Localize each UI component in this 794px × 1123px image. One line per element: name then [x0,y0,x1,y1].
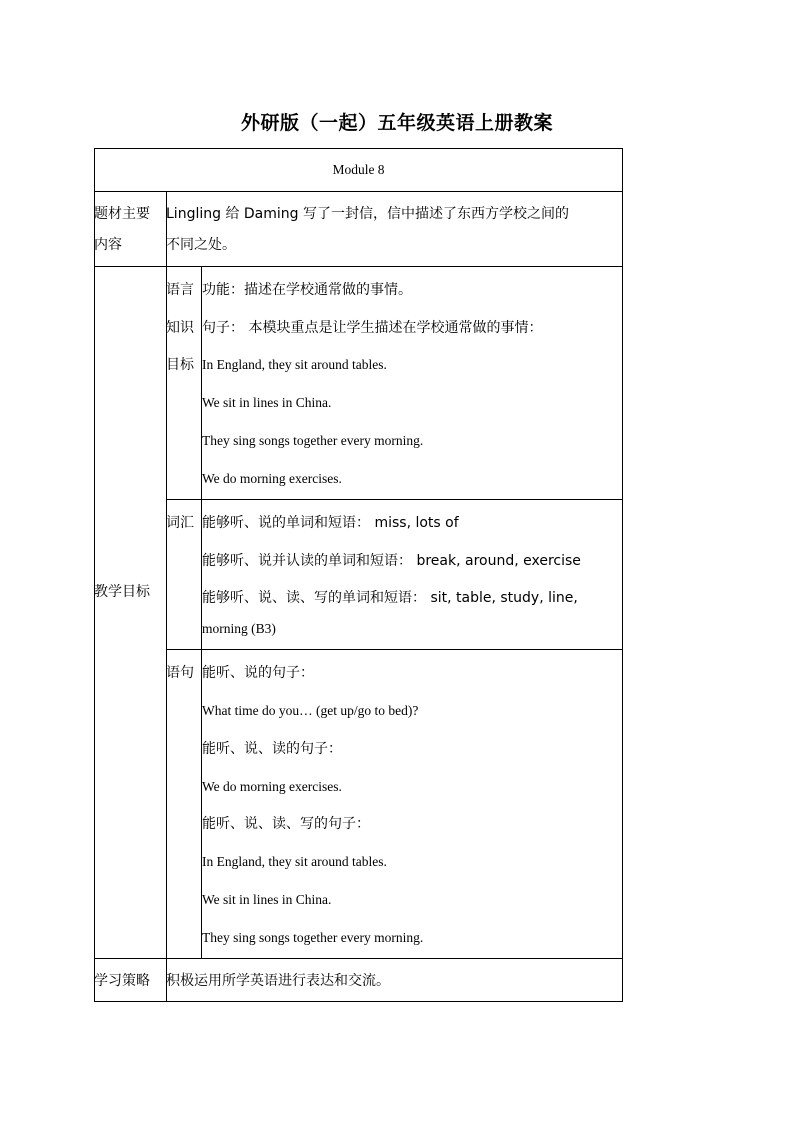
language-knowledge-label-1: 语言 [166,282,194,298]
example-sentence: We sit in lines in China. [202,395,332,410]
teaching-goals-label: 教学目标 [94,584,150,600]
strategy-text: 积极运用所学英语进行表达和交流。 [166,973,390,989]
topic-text-line1: Lingling 给 Daming 写了一封信，信中描述了东西方学校之间的 [166,206,569,222]
vocabulary-line: morning (B3) [202,621,276,636]
listen-speak-heading: 能听、说的句子： [202,665,314,681]
column-divider [166,191,167,1002]
strategy-label: 学习策略 [94,973,150,989]
listen-speak-read-write-heading: 能听、说、读、写的句子： [202,816,370,832]
language-knowledge-label-2: 知识 [166,320,194,336]
vocabulary-line: 能够听、说、读、写的单词和短语： sit, table, study, line, [202,590,578,606]
example-sentence: We do morning exercises. [202,471,342,486]
listen-speak-read-heading: 能听、说、读的句子： [202,741,342,757]
row-divider [94,266,623,267]
function-line: 功能：描述在学校通常做的事情。 [202,282,412,298]
language-knowledge-label-3: 目标 [166,357,194,373]
row-divider [166,649,623,650]
write-example: They sing songs together every morning. [202,930,424,945]
vocabulary-line: 能够听、说的单词和短语： miss, lots of [202,515,459,531]
listen-speak-example: What time do you… (get up/go to bed)? [202,703,419,718]
module-heading: Module 8 [332,162,385,177]
sentences-label: 语句 [166,665,194,681]
topic-label-line1: 题材主要 [94,206,150,222]
row-divider [166,499,623,500]
example-sentence: In England, they sit around tables. [202,357,387,372]
row-divider [94,191,623,192]
example-sentence: They sing songs together every morning. [202,433,424,448]
document-title: 外研版（一起）五年级英语上册教案 [240,112,553,134]
vocabulary-line: 能够听、说并认读的单词和短语： break, around, exercise [202,553,581,569]
vocabulary-label: 词汇 [166,515,194,531]
listen-speak-read-example: We do morning exercises. [202,779,342,794]
write-example: In England, they sit around tables. [202,854,387,869]
sentence-intro-line: 句子： 本模块重点是让学生描述在学校通常做的事情： [202,320,543,336]
write-example: We sit in lines in China. [202,892,332,907]
row-divider [94,958,623,959]
topic-label-line2: 内容 [94,237,122,253]
topic-text-line2: 不同之处。 [166,237,236,253]
table-outline [94,148,623,1002]
